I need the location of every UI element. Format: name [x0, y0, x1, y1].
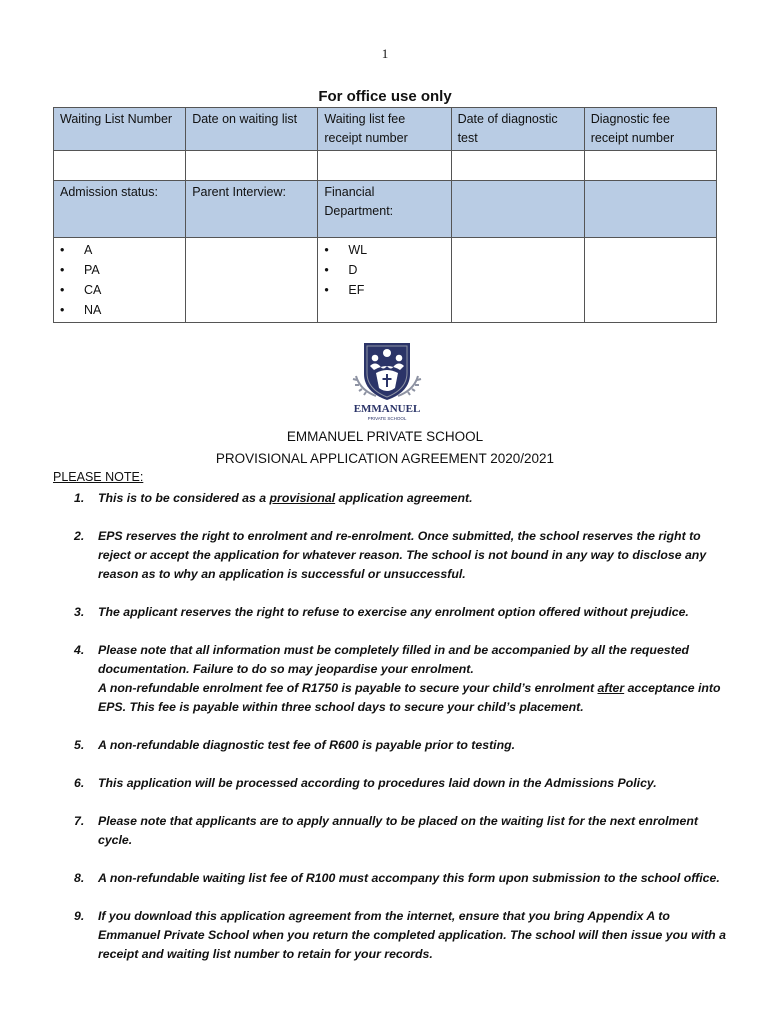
bullet-icon: •: [324, 243, 329, 257]
diagnostic-receipt-entry-field[interactable]: [584, 238, 716, 323]
office-use-title: For office use only: [318, 88, 452, 105]
list-item: 5. A non-refundable diagnostic test fee of R600 is payable prior to testing.: [74, 738, 516, 752]
list-item: 8. A non-refundable waiting list fee of R100 must accompany this form upon submission to the school office.: [74, 871, 720, 885]
parent-interview-field[interactable]: [186, 238, 318, 323]
bullet-icon: •: [60, 303, 65, 317]
emmanuel-crest-icon: [342, 340, 432, 424]
table-row: [54, 238, 717, 323]
header-date-of-diagnostic-test: Date of diagnostic test: [451, 108, 584, 151]
header-waiting-list-number: Waiting List Number: [54, 108, 186, 151]
date-on-waiting-list-field[interactable]: [186, 151, 318, 181]
table-row: [54, 108, 717, 151]
header-parent-interview: Parent Interview:: [186, 181, 318, 238]
list-item[interactable]: • NA: [60, 300, 179, 320]
school-name-heading: EMMANUEL PRIVATE SCHOOL: [286, 429, 484, 444]
bullet-icon: •: [60, 263, 65, 277]
office-use-table: [53, 107, 717, 323]
date-of-diagnostic-test-field[interactable]: [451, 151, 584, 181]
bullet-icon: •: [60, 283, 65, 297]
please-note-heading: PLEASE NOTE:: [53, 470, 144, 484]
logo-name: EMMANUEL: [353, 403, 421, 415]
bullet-icon: •: [324, 283, 329, 297]
notes-list: [74, 489, 734, 964]
header-date-on-waiting-list: Date on waiting list: [186, 108, 318, 151]
empty-header-cell: [584, 181, 716, 238]
list-item[interactable]: • A: [60, 240, 179, 260]
list-item: 2. EPS reserves the right to enrolment and re-enrolment. Once submitted, the school reserves the right to reject or accept the application for whatever reason. The school is not bound in any way to disclose any reason as to why an application is successful or unsuccessful.: [74, 529, 707, 581]
bullet-icon: •: [60, 243, 65, 257]
diagnostic-fee-receipt-field[interactable]: [584, 151, 716, 181]
list-item: 1. This is to be considered as a provisional application agreement.: [74, 491, 473, 505]
list-item[interactable]: • PA: [60, 260, 179, 280]
page-number: 1: [381, 46, 389, 61]
list-item: 7. Please note that applicants are to apply annually to be placed on the waiting list for the next enrolment cycle.: [74, 814, 698, 847]
table-row: [54, 181, 717, 238]
list-item[interactable]: • CA: [60, 280, 179, 300]
bullet-icon: •: [324, 263, 329, 277]
waiting-list-number-field[interactable]: [54, 151, 186, 181]
agreement-title: PROVISIONAL APPLICATION AGREEMENT 2020/2021: [215, 451, 555, 466]
waiting-list-fee-receipt-field[interactable]: [318, 151, 451, 181]
diagnostic-date-entry-field[interactable]: [451, 238, 584, 323]
list-item: 9. If you download this application agreement from the internet, ensure that you bring Appendix A to Emmanuel Private School when you return the completed application. The school will then issue you with a receipt and waiting list number to retain for your records.: [74, 909, 726, 961]
table-row: [54, 151, 717, 181]
list-item: 6. This application will be processed according to procedures laid down in the Admissions Policy.: [74, 776, 657, 790]
list-item[interactable]: • WL: [324, 240, 444, 260]
financial-department-options: [318, 238, 451, 323]
header-admission-status: Admission status:: [54, 181, 186, 238]
header-waiting-list-fee-receipt: Waiting list fee receipt number: [318, 108, 451, 151]
empty-header-cell: [451, 181, 584, 238]
list-item[interactable]: • D: [324, 260, 444, 280]
header-financial-department: Financial Department:: [318, 181, 451, 238]
list-item[interactable]: • EF: [324, 280, 444, 300]
list-item: 3. The applicant reserves the right to refuse to exercise any enrolment option offered without prejudice.: [74, 605, 689, 619]
admission-status-options: [54, 238, 186, 323]
header-diagnostic-fee-receipt: Diagnostic fee receipt number: [584, 108, 716, 151]
logo-subtitle: PRIVATE SCHOOL: [367, 416, 407, 421]
list-item: 4. Please note that all information must be completely filled in and be accompanied by all the requested documentation. Failure to do so may jeopardise your enrolment. A non-refundable enrolment fee of R1750 is payable to secure your child’s enrolment after acceptance into EPS. This fee is payable within three school days to secure your child’s placement.: [74, 643, 721, 714]
